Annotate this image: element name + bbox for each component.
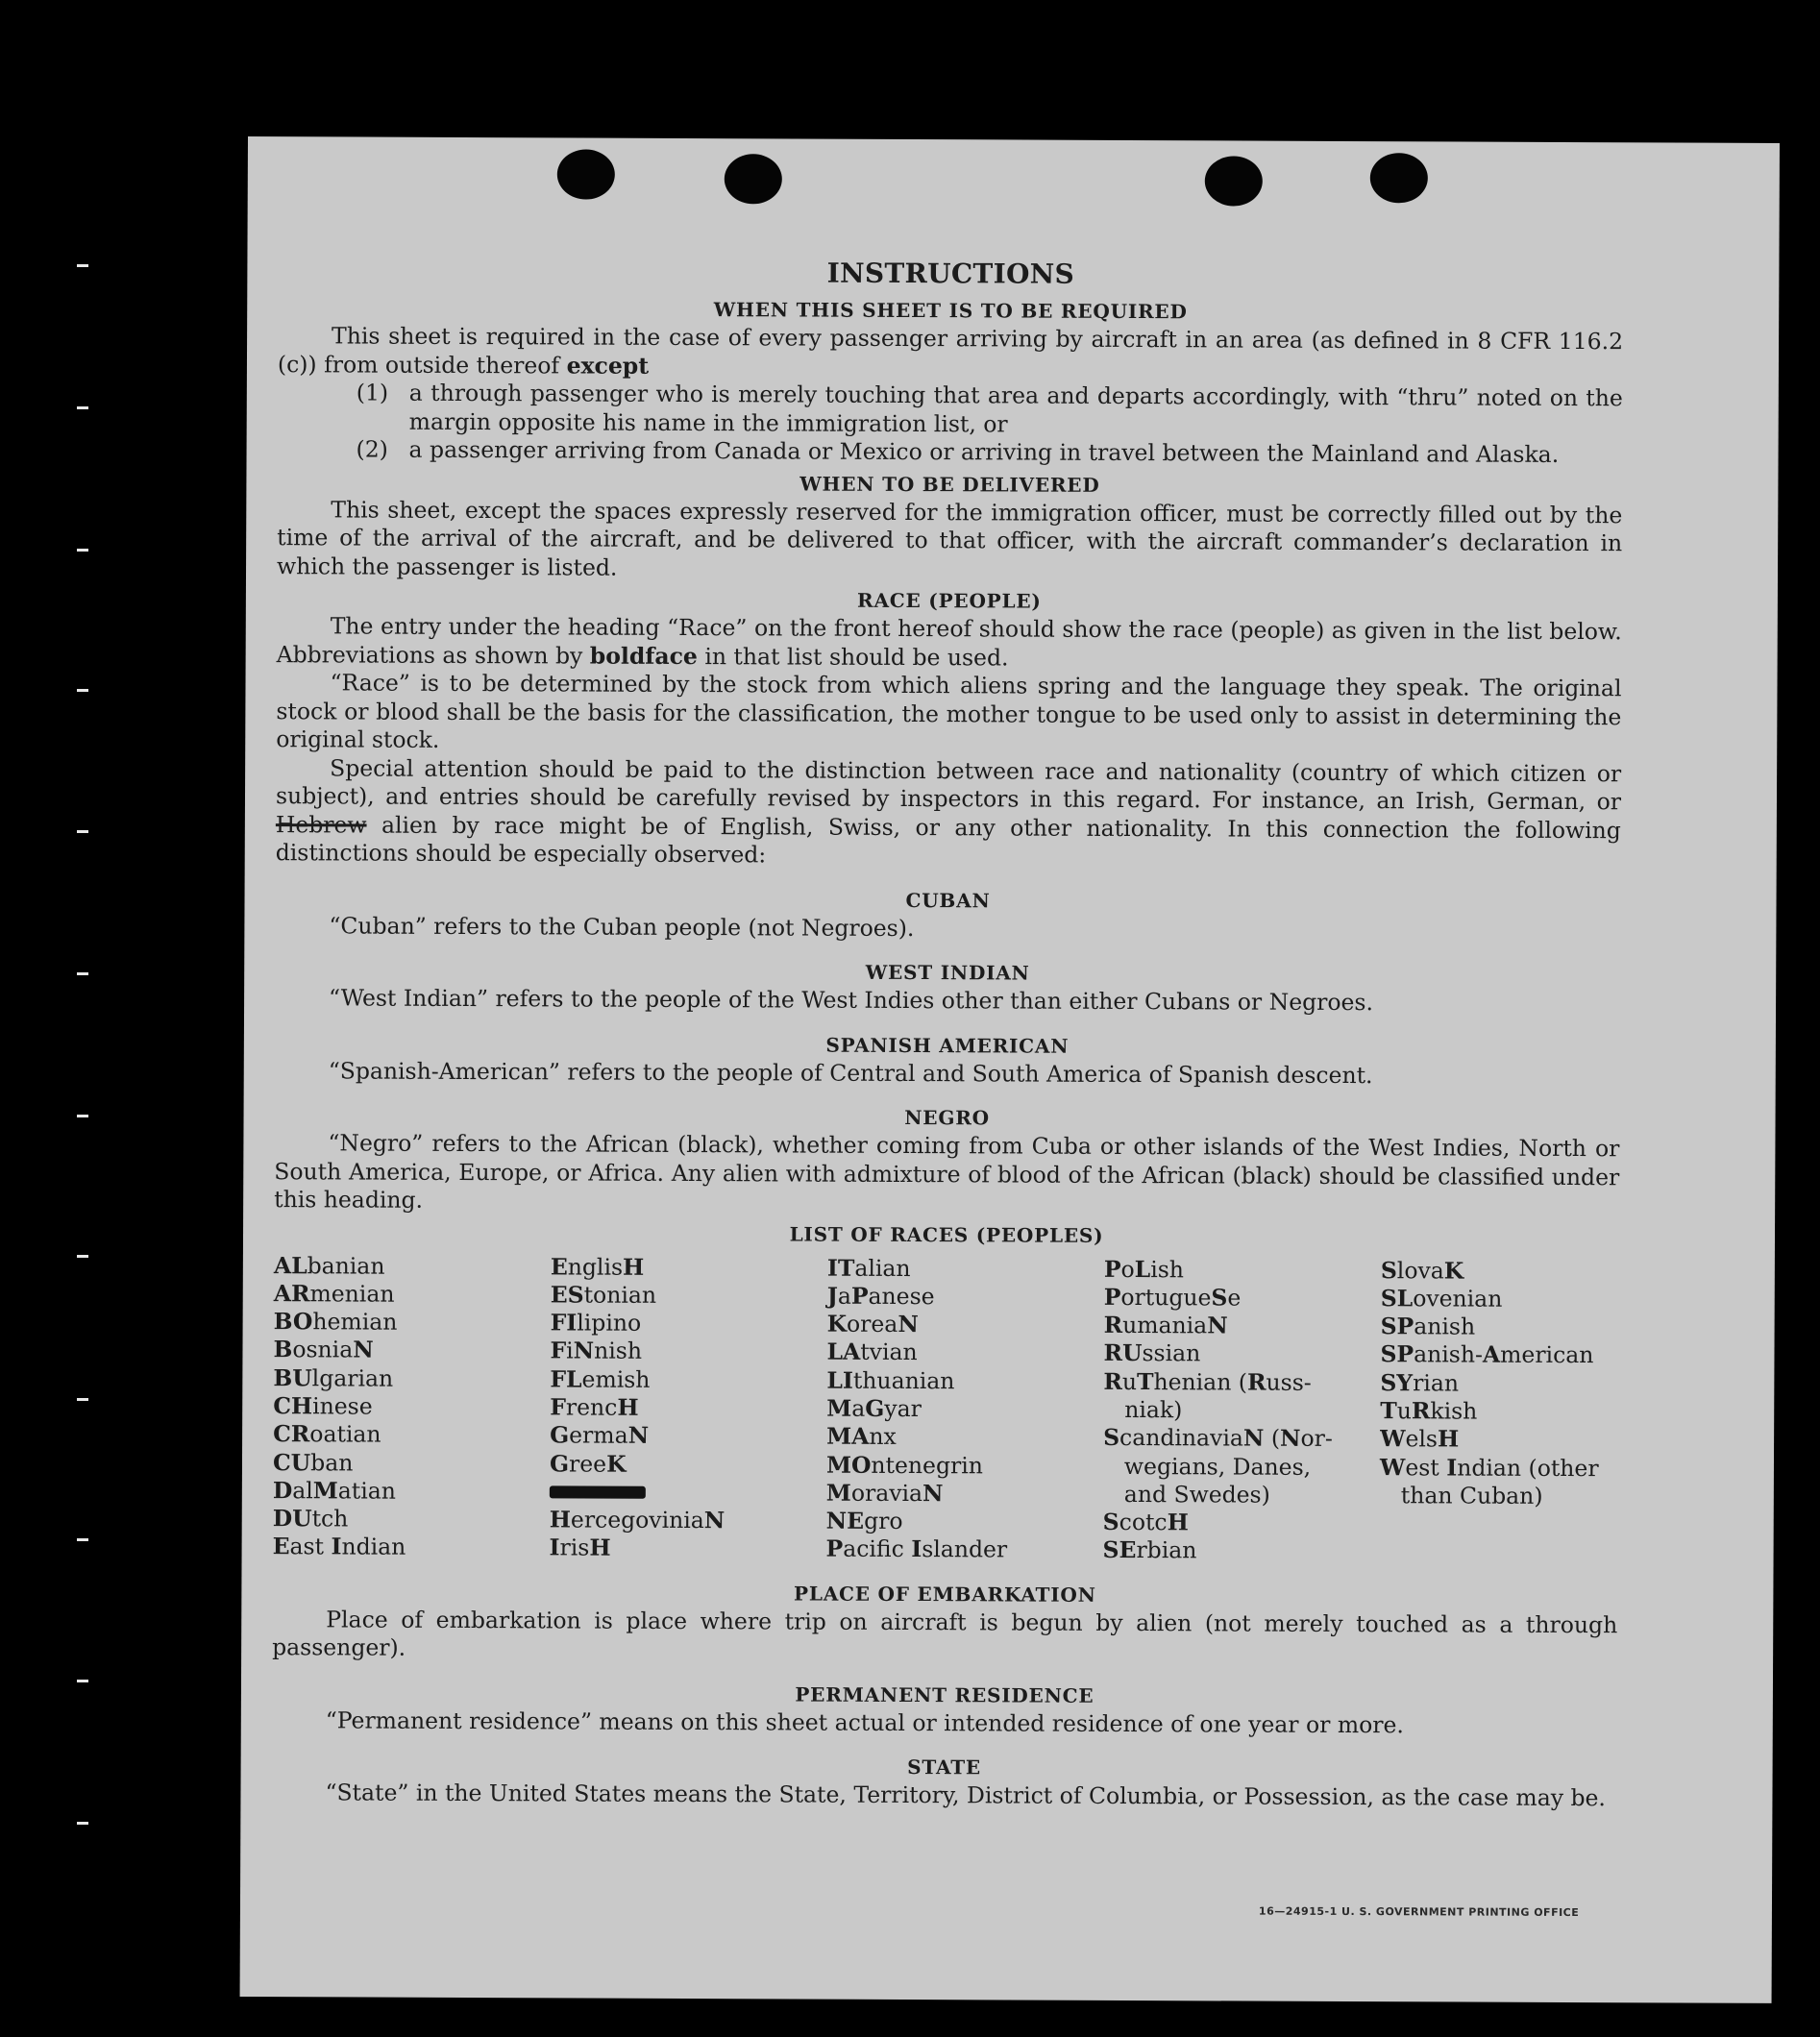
- race-entry: TuRkish: [1380, 1397, 1478, 1425]
- race-entry: PortugueSe: [1103, 1283, 1242, 1312]
- scan-edge-mark: [77, 1398, 88, 1401]
- scan-edge-mark: [77, 406, 88, 409]
- race-column: [1103, 1255, 1381, 1566]
- paragraph-race-1: The entry under the heading “Race” on the front hereof should show the race (people) as given in the list below. Abbreviations as shown by boldface in that list should be used.: [276, 612, 1622, 671]
- race-entry: FLemish: [550, 1365, 651, 1393]
- struck-word: Hebrew: [275, 810, 367, 839]
- race-entry: GreeK: [549, 1449, 627, 1478]
- race-entry: SlovaK: [1380, 1256, 1464, 1285]
- race-entry: LAtvian: [826, 1338, 918, 1366]
- race-entry: BosniaN: [273, 1336, 374, 1363]
- race-entry: GermaN: [550, 1421, 650, 1450]
- race-entry: SPanish: [1380, 1313, 1476, 1340]
- scan-edge-mark: [77, 264, 88, 267]
- scan-edge-mark: [77, 830, 88, 833]
- race-entry: SYrian: [1380, 1368, 1460, 1397]
- race-entry: FrencH: [550, 1393, 639, 1421]
- redaction-mark: [550, 1485, 646, 1498]
- race-entry: RUssian: [1103, 1339, 1201, 1367]
- heading-cuban: CUBAN: [905, 888, 991, 912]
- race-entry: SPanish-American: [1380, 1340, 1594, 1369]
- race-entry: ScotcH: [1102, 1509, 1189, 1536]
- race-entry: and Swedes): [1123, 1480, 1270, 1509]
- exception-item-2: (2) a passenger arriving from Canada or Mexico or arriving in travel between the Mainland and Alaska.: [356, 435, 1560, 468]
- race-entry: ALbanian: [273, 1251, 385, 1280]
- scan-edge-mark: [77, 1255, 88, 1258]
- race-entry: IrisH: [549, 1534, 611, 1562]
- paragraph-state: “State” in the United States means the State, Territory, District of Columbia, or Possession, as the case may be.: [325, 1779, 1606, 1812]
- race-column: [826, 1254, 1104, 1565]
- scan-edge-mark: [77, 549, 88, 552]
- exception-item-1: (1) a through passenger who is merely touching that area and departs accordingly, with “thru” noted on the margin opposite his name in the immigration list, or: [356, 379, 1623, 437]
- race-entry: CRoatian: [273, 1420, 381, 1448]
- heading-embarkation: PLACE OF EMBARKATION: [793, 1582, 1096, 1607]
- paragraph-permanent-residence: “Permanent residence” means on this sheet actual or intended residence of one year or more.: [325, 1706, 1404, 1739]
- heading-west-indian: WEST INDIAN: [865, 960, 1030, 985]
- race-entry: HercegoviniaN: [549, 1506, 726, 1534]
- punch-hole: [1370, 153, 1428, 203]
- race-entry: KoreaN: [826, 1310, 919, 1338]
- race-entry: BUlgarian: [273, 1363, 394, 1392]
- scan-edge-mark: [77, 1538, 88, 1541]
- race-entry: RumaniaN: [1103, 1311, 1228, 1339]
- race-entry: EStonian: [550, 1281, 657, 1309]
- race-entry: MaGyar: [826, 1394, 922, 1423]
- race-entry: FiNnish: [550, 1337, 643, 1365]
- race-entry: PoLish: [1103, 1255, 1185, 1283]
- race-entry: wegians, Danes,: [1123, 1452, 1312, 1481]
- race-entry: SErbian: [1102, 1536, 1197, 1564]
- heading-list-of-races: LIST OF RACES (PEOPLES): [789, 1221, 1104, 1247]
- race-entry: DalMatian: [272, 1477, 396, 1505]
- heading-when-delivered: WHEN TO BE DELIVERED: [799, 472, 1100, 497]
- paragraph-delivered: This sheet, except the spaces expressly reserved for the immigration officer, must be correctly filled out by the time of the arrival of the aircraft, and be delivered to that officer, with the aircraft commander’s declaration in which the passenger is listed.: [276, 495, 1623, 581]
- race-entry: JaPanese: [826, 1282, 935, 1310]
- scan-edge-mark: [77, 1115, 88, 1117]
- race-entry: RuThenian (Russ-: [1103, 1367, 1312, 1396]
- race-entry: SLovenian: [1380, 1284, 1503, 1313]
- paragraph-spanish-american: “Spanish-American” refers to the people of Central and South America of Spanish descent.: [328, 1056, 1373, 1089]
- race-entry: LIthuanian: [826, 1366, 955, 1394]
- paragraph-race-2: “Race” is to be determined by the stock from which aliens spring and the language they speak. The original stock or blood shall be the basis for the classification, the mother tongue to be used only to assist in determining the original stock.: [276, 669, 1622, 753]
- paragraph-west-indian: “West Indian” refers to the people of the West Indies other than either Cubans or Negroes.: [329, 984, 1374, 1017]
- scan-edge-mark: [77, 1680, 88, 1682]
- race-entry: CUban: [272, 1448, 354, 1477]
- race-entry: niak): [1124, 1395, 1183, 1424]
- race-entry: East Indian: [272, 1533, 406, 1561]
- race-entry: DUtch: [272, 1505, 349, 1533]
- heading-state: STATE: [907, 1755, 982, 1779]
- scan-edge-mark: [77, 689, 88, 692]
- race-list: [273, 1252, 1619, 1567]
- heading-negro: NEGRO: [904, 1105, 990, 1130]
- race-entry: than Cuban): [1400, 1482, 1543, 1509]
- punch-hole: [557, 149, 615, 199]
- paragraph-race-3: Special attention should be paid to the distinction between race and nationality (country of which citizen or subject), and entries should be carefully revised by inspectors in this regard. For instance, an Irish, German, or Hebrew alien by race might be of English, Swiss, or any other nationality. In this connection the following distinctions should be especially observed:: [275, 753, 1622, 869]
- paragraph-cuban: “Cuban” refers to the Cuban people (not Negroes).: [329, 911, 915, 942]
- race-entry: MAnx: [826, 1422, 897, 1451]
- race-entry: ScandinaviaN (Nor-: [1103, 1424, 1333, 1453]
- paragraph-required: This sheet is required in the case of every passenger arriving by aircraft in an area (as defined in 8 CFR 116.2 (c)) from outside thereof except: [277, 322, 1624, 380]
- heading-race: RACE (PEOPLE): [857, 588, 1042, 613]
- document-page: [240, 136, 1780, 2003]
- punch-hole: [1205, 156, 1263, 206]
- race-entry: BOhemian: [273, 1308, 398, 1336]
- race-entry: FIlipino: [550, 1309, 642, 1337]
- race-entry: ITalian: [826, 1254, 911, 1282]
- heading-permanent-residence: PERMANENT RESIDENCE: [795, 1682, 1094, 1707]
- heading-when-required: WHEN THIS SHEET IS TO BE REQUIRED: [713, 298, 1188, 324]
- race-column: [550, 1253, 827, 1564]
- paragraph-embarkation: Place of embarkation is place where trip on aircraft is begun by alien (not merely touched as a through passenger).: [272, 1606, 1618, 1661]
- scan-edge-mark: [77, 972, 88, 975]
- printing-office-code: 16—24915-1 U. S. GOVERNMENT PRINTING OFFICE: [1258, 1904, 1580, 1920]
- race-column: [273, 1252, 551, 1563]
- page-title: INSTRUCTIONS: [826, 257, 1075, 290]
- race-entry: NEgro: [825, 1507, 903, 1535]
- race-entry: Pacific Islander: [825, 1535, 1008, 1563]
- race-entry: EnglisH: [550, 1252, 645, 1281]
- race-entry: CHinese: [273, 1392, 373, 1420]
- race-entry: MoraviaN: [825, 1479, 944, 1508]
- race-entry: MOntenegrin: [825, 1451, 983, 1479]
- heading-spanish-american: SPANISH AMERICAN: [825, 1033, 1070, 1058]
- paragraph-negro: “Negro” refers to the African (black), whether coming from Cuba or other islands of the West Indies, North or South America, Europe, or Africa. Any alien with admixture of blood of the African (black) should be classified under this heading.: [274, 1129, 1620, 1214]
- scan-edge-mark: [77, 1822, 88, 1825]
- redacted-entry: [550, 1478, 826, 1508]
- race-entry: West Indian (other: [1379, 1453, 1599, 1482]
- race-column: [1380, 1257, 1658, 1568]
- instructions-content: [271, 252, 1623, 1813]
- punch-hole: [725, 154, 782, 204]
- race-entry: WelsH: [1380, 1425, 1460, 1453]
- race-entry: ARmenian: [273, 1279, 395, 1308]
